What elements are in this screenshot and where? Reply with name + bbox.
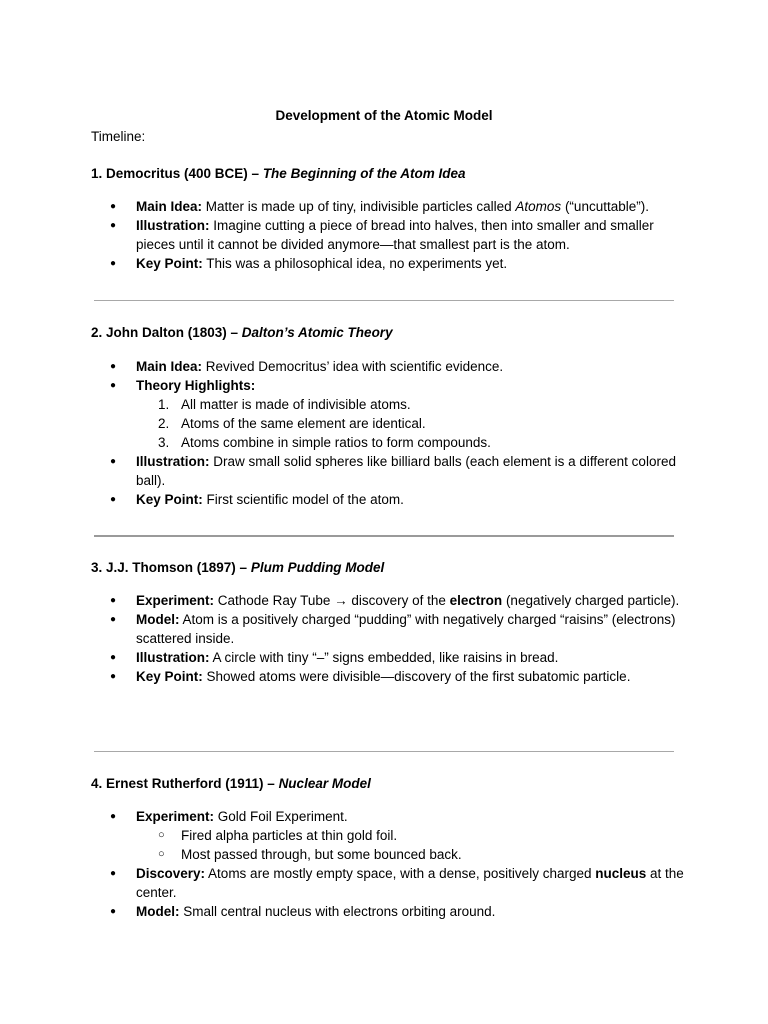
- section-heading: [91, 774, 691, 793]
- item-label: Key Point:: [136, 669, 203, 684]
- heading-subtitle: Plum Pudding Model: [250, 560, 385, 575]
- item-text: Small central nucleus with electrons orbiting around.: [179, 904, 496, 919]
- sub-bullet-list: [136, 826, 691, 864]
- item-text: Atoms combine in simple ratios to form compounds.: [181, 435, 491, 450]
- item-number: 3.: [158, 435, 170, 450]
- section-divider: [94, 300, 674, 301]
- bullet-list: [91, 591, 691, 686]
- section-thomson: [91, 558, 691, 684]
- list-item-illustration: [91, 216, 691, 254]
- item-text: Imagine cutting a piece of bread into halves, then into smaller and smaller pieces until it cannot be divided anymore—that smallest part is the atom.: [136, 218, 654, 252]
- item-strong: electron: [449, 593, 503, 608]
- item-text: Gold Foil Experiment.: [214, 809, 348, 824]
- list-item-discovery: [91, 864, 691, 902]
- list-item-illustration: [91, 452, 691, 490]
- item-emphasis: Atomos: [515, 199, 562, 214]
- section-heading: [91, 164, 691, 183]
- item-number: 1.: [158, 397, 170, 412]
- numbered-item: [136, 395, 691, 414]
- list-item-key-point: [91, 667, 691, 686]
- item-text: (negatively charged particle).: [502, 593, 680, 608]
- item-text: Cathode Ray Tube → discovery of the: [214, 593, 450, 608]
- list-item-illustration: [91, 648, 691, 667]
- heading-subtitle: Dalton’s Atomic Theory: [241, 325, 393, 340]
- section-heading: [91, 558, 691, 577]
- sub-list-item: ○ Most passed through, but some bounced back.: [136, 845, 691, 864]
- list-item-theory-highlights: [91, 376, 691, 452]
- sub-list-item: ○ Fired alpha particles at thin gold foil.: [136, 826, 691, 845]
- list-item-key-point: [91, 254, 691, 273]
- bullet-list: [91, 197, 691, 273]
- list-item-model: [91, 902, 691, 921]
- item-text: Showed atoms were divisible—discovery of the first subatomic particle.: [202, 669, 631, 684]
- item-label: Key Point:: [136, 492, 203, 507]
- list-item-experiment: [91, 807, 691, 864]
- item-text: Revived Democritus’ idea with scientific evidence.: [202, 359, 504, 374]
- section-divider: [94, 751, 674, 752]
- section-dalton: [91, 323, 691, 507]
- section-rutherford: [91, 774, 691, 919]
- numbered-item: [136, 414, 691, 433]
- item-label: Main Idea:: [136, 359, 203, 374]
- item-text: Draw small solid spheres like billiard balls (each element is a different colored ball).: [136, 454, 676, 488]
- heading-main: 1. Democritus (400 BCE) –: [91, 166, 263, 181]
- document-title: Development of the Atomic Model: [275, 108, 493, 123]
- numbered-list: [136, 395, 691, 452]
- item-strong: nucleus: [595, 866, 647, 881]
- bullet-list: [91, 807, 691, 921]
- list-item-model: [91, 610, 691, 648]
- list-item-main-idea: [91, 197, 691, 216]
- item-label: Discovery:: [136, 866, 206, 881]
- item-label: Model:: [136, 904, 180, 919]
- heading-main: 4. Ernest Rutherford (1911) –: [91, 776, 279, 791]
- section-heading: [91, 323, 691, 342]
- item-text: Matter is made up of tiny, indivisible particles called: [202, 199, 516, 214]
- section-divider: [94, 535, 674, 537]
- heading-subtitle: The Beginning of the Atom Idea: [262, 166, 466, 181]
- item-label: Experiment:: [136, 593, 215, 608]
- item-label: Illustration:: [136, 650, 210, 665]
- item-text: Atoms are mostly empty space, with a dense, positively charged: [205, 866, 596, 881]
- item-text: This was a philosophical idea, no experiments yet.: [202, 256, 508, 271]
- heading-main: 3. J.J. Thomson (1897) –: [91, 560, 251, 575]
- item-text: (“uncuttable”).: [561, 199, 649, 214]
- item-text: Atom is a positively charged “pudding” with negatively charged “raisins” (electrons) scattered inside.: [136, 612, 676, 646]
- item-label: Illustration:: [136, 218, 210, 233]
- list-item-key-point: [91, 490, 691, 509]
- list-item-experiment: [91, 591, 691, 610]
- item-text: First scientific model of the atom.: [202, 492, 404, 507]
- item-text: A circle with tiny “–” signs embedded, like raisins in bread.: [209, 650, 559, 665]
- item-label: Main Idea:: [136, 199, 203, 214]
- item-label: Model:: [136, 612, 180, 627]
- item-number: 2.: [158, 416, 170, 431]
- item-label: Experiment:: [136, 809, 215, 824]
- timeline-label: Timeline:: [91, 129, 146, 144]
- item-text: Atoms of the same element are identical.: [181, 416, 426, 431]
- item-text: at the center.: [136, 866, 684, 900]
- heading-subtitle: Nuclear Model: [278, 776, 371, 791]
- item-text: All matter is made of indivisible atoms.: [181, 397, 411, 412]
- numbered-item: [136, 433, 691, 452]
- item-label: Theory Highlights:: [136, 378, 256, 393]
- list-item-main-idea: [91, 357, 691, 376]
- section-democritus: [91, 164, 691, 271]
- heading-main: 2. John Dalton (1803) –: [91, 325, 242, 340]
- item-label: Key Point:: [136, 256, 203, 271]
- item-label: Illustration:: [136, 454, 210, 469]
- bullet-list: [91, 357, 691, 509]
